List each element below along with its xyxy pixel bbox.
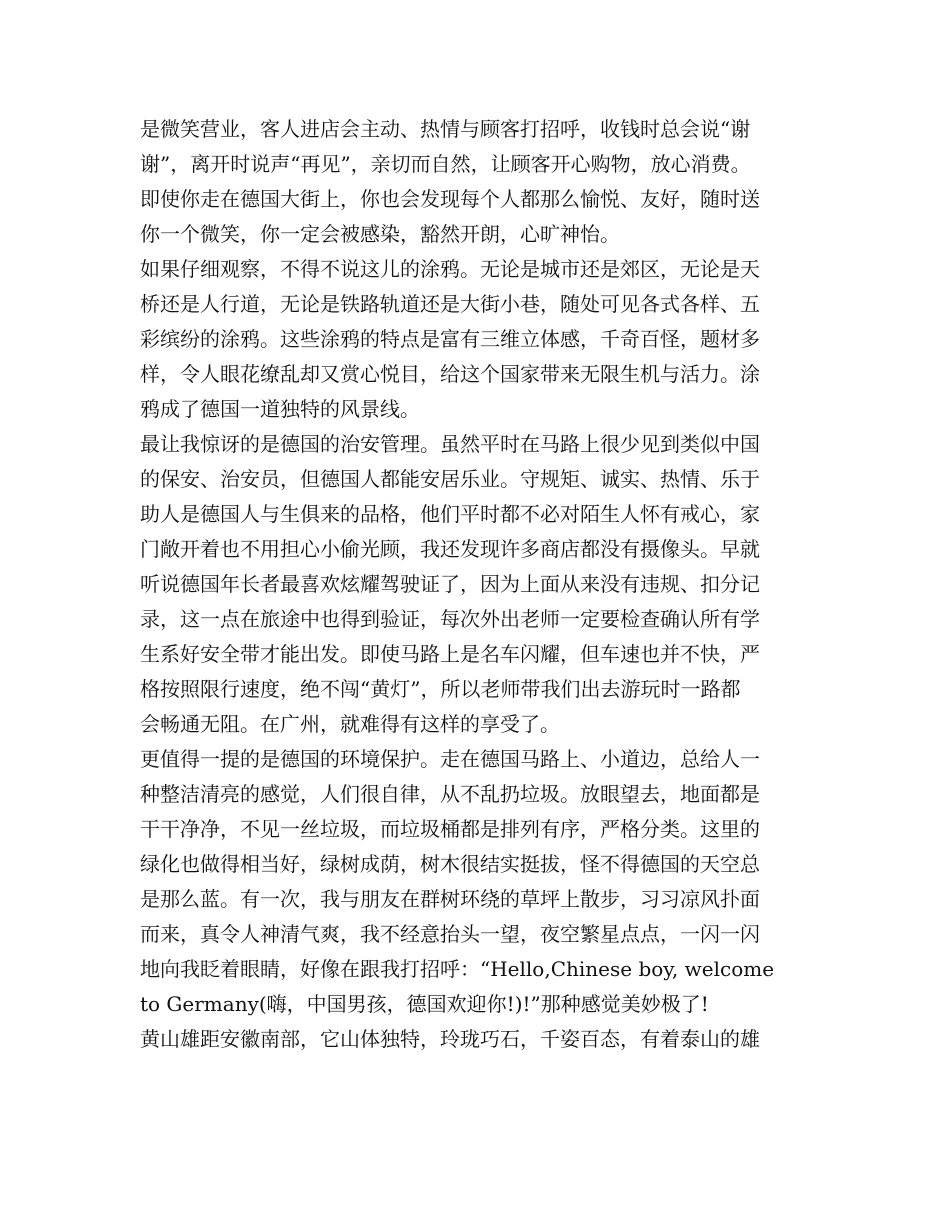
text-line: 是微笑营业，客人进店会主动、热情与顾客打招呼，收钱时总会说“谢 [140,117,751,141]
text-line: 桥还是人行道，无论是铁路轨道还是大街小巷，随处可见各式各样、五 [140,292,760,316]
text-line: 你一个微笑，你一定会被感染，豁然开朗，心旷神怡。 [140,222,620,246]
text-line: 干干净净，不见一丝垃圾，而垃圾桶都是排列有序，严格分类。这里的 [140,817,760,841]
text-line: 如果仔细观察，不得不说这儿的涂鸦。无论是城市还是郊区，无论是天 [140,257,760,281]
body-text [140,112,820,1057]
text-line: 生系好安全带才能出发。即使马路上是名车闪耀，但车速也并不快，严 [140,642,760,666]
text-line: 即使你走在德国大街上，你也会发现每个人都那么愉悦、友好，随时送 [140,187,760,211]
text-line: 种整洁清亮的感觉，人们很自律，从不乱扔垃圾。放眼望去，地面都是 [140,782,760,806]
text-line: 地向我眨着眼睛，好像在跟我打招呼：“Hello,Chinese boy, welcome [140,957,775,981]
text-line: 更值得一提的是德国的环境保护。走在德国马路上、小道边，总给人一 [140,747,760,771]
text-line: 样，令人眼花缭乱却又赏心悦目，给这个国家带来无限生机与活力。涂 [140,362,760,386]
text-line: 而来，真令人神清气爽，我不经意抬头一望，夜空繁星点点，一闪一闪 [140,922,760,946]
text-line: 听说德国年长者最喜欢炫耀驾驶证了，因为上面从来没有违规、扣分记 [140,572,760,596]
text-line: 助人是德国人与生俱来的品格，他们平时都不必对陌生人怀有戒心，家 [140,502,760,526]
text-line: 黄山雄距安徽南部，它山体独特，玲珑巧石，千姿百态，有着泰山的雄 [140,1027,760,1051]
text-line: 绿化也做得相当好，绿树成荫，树木很结实挺拔，怪不得德国的天空总 [140,852,760,876]
text-line: 彩缤纷的涂鸦。这些涂鸦的特点是富有三维立体感，千奇百怪，题材多 [140,327,760,351]
text-line: 会畅通无阻。在广州，就难得有这样的享受了。 [140,712,560,736]
text-line: 谢”，离开时说声“再见”，亲切而自然，让顾客开心购物，放心消费。 [140,152,751,176]
text-line: 录，这一点在旅途中也得到验证，每次外出老师一定要检查确认所有学 [140,607,760,631]
text-line: 的保安、治安员，但德国人都能安居乐业。守规矩、诚实、热情、乐于 [140,467,760,491]
text-line: 格按照限行速度，绝不闯“黄灯”，所以老师带我们出去游玩时一路都 [140,677,741,701]
text-line: to Germany(嗨，中国男孩，德国欢迎你!)!”那种感觉美妙极了! [140,992,709,1016]
text-line: 门敞开着也不用担心小偷光顾，我还发现许多商店都没有摄像头。早就 [140,537,760,561]
text-line: 鸦成了德国一道独特的风景线。 [140,397,420,421]
text-line: 是那么蓝。有一次，我与朋友在群树环绕的草坪上散步，习习凉风扑面 [140,887,760,911]
text-line: 最让我惊讶的是德国的治安管理。虽然平时在马路上很少见到类似中国 [140,432,760,456]
